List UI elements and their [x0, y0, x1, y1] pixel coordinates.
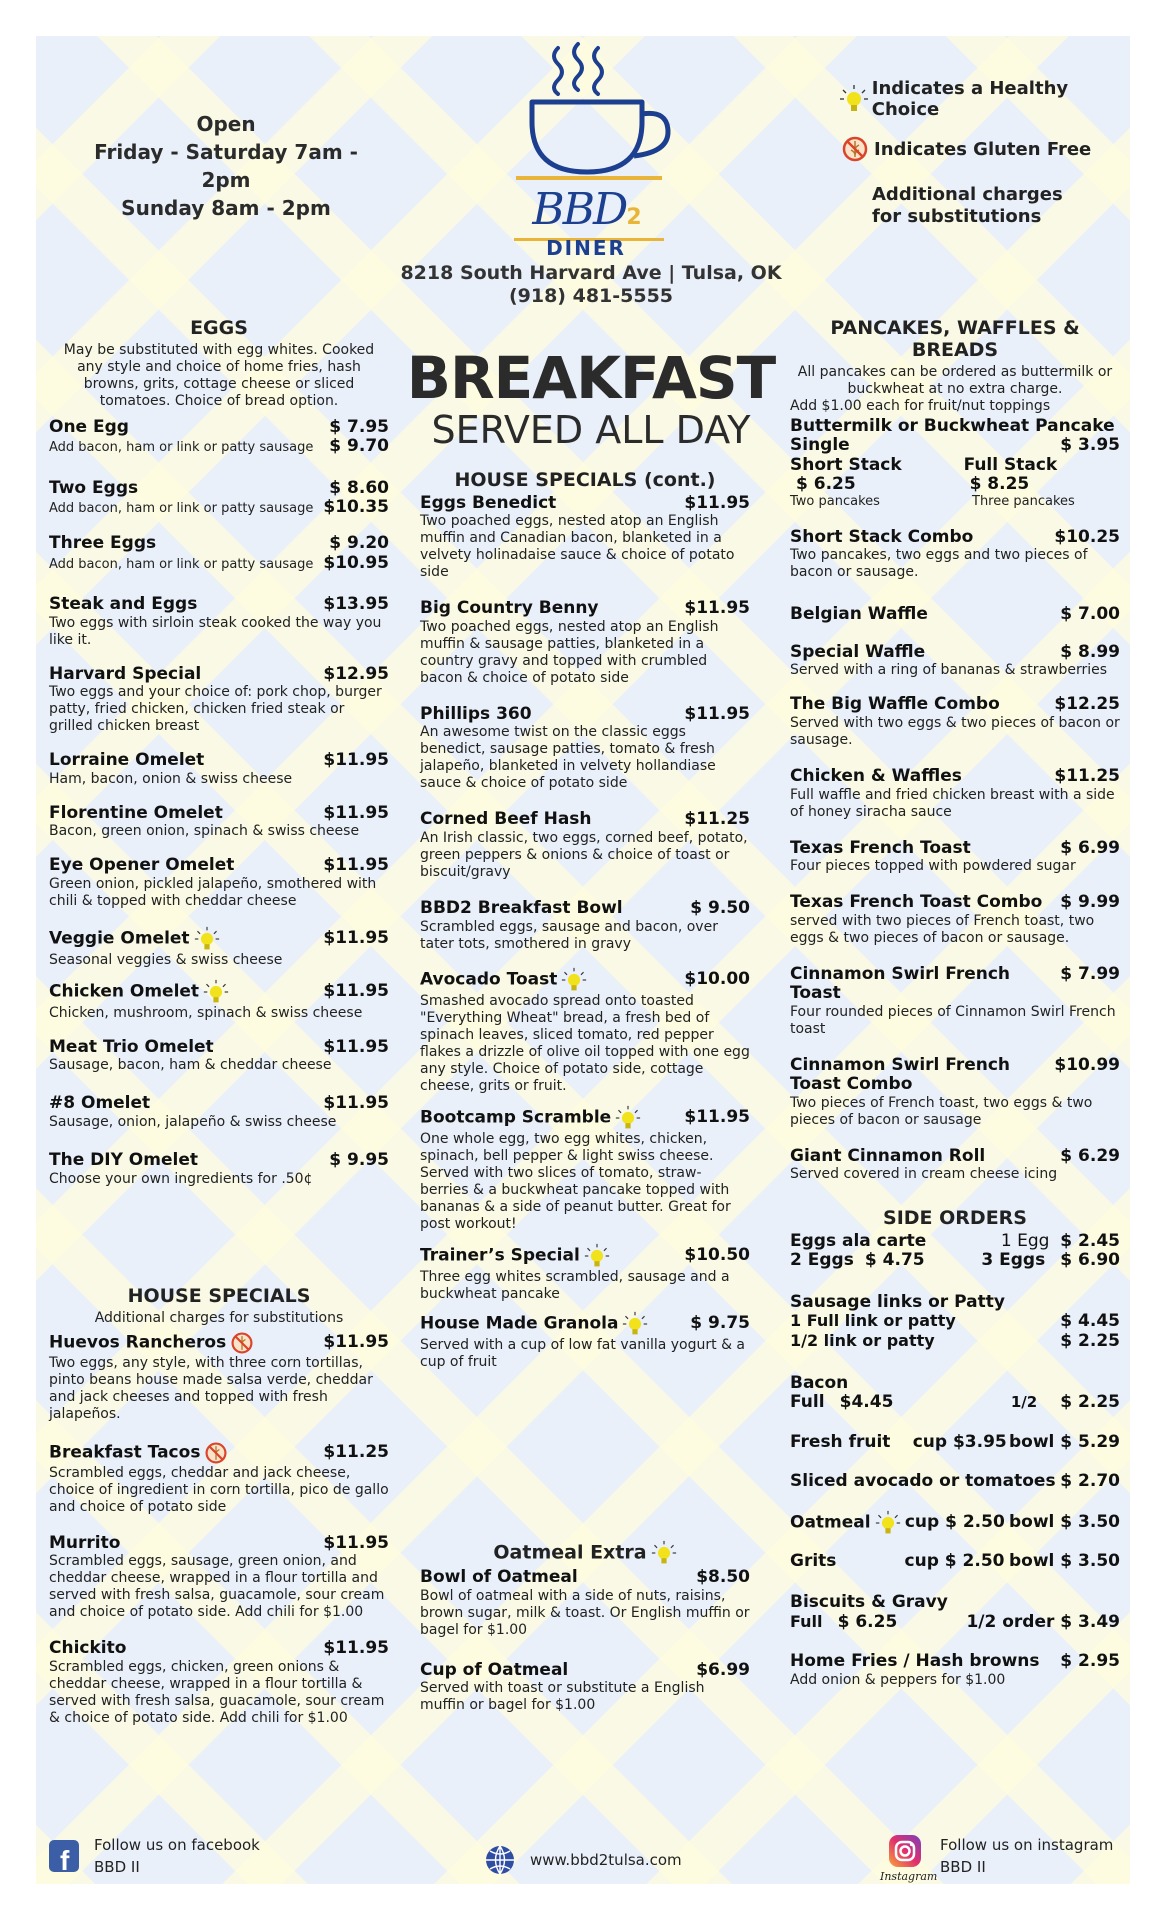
item-name: Three Eggs	[49, 533, 157, 554]
menu-item	[420, 1243, 750, 1303]
hours-line-2: Sunday 8am - 2pm	[121, 196, 331, 220]
item-price: $11.95	[684, 703, 750, 724]
item-price: $ 7.99	[1060, 963, 1120, 984]
item-name: Meat Trio Omelet	[49, 1036, 214, 1057]
grits-label: Grits	[790, 1550, 837, 1571]
item-name: Avocado Toast	[420, 969, 558, 990]
item-name: Two Eggs	[49, 477, 139, 498]
item-desc: Green onion, pickled jalapeño, smothered with chili & topped with cheddar cheese	[49, 875, 377, 909]
item-desc: Served with a cup of low fat vanilla yogurt & a cup of fruit	[420, 1336, 746, 1370]
house-heading: HOUSE SPECIALS	[127, 1285, 311, 1307]
avocado-label: Sliced avocado or tomatoes	[790, 1471, 1056, 1492]
pancakes-note-2: Add $1.00 each for fruit/nut toppings	[790, 397, 1051, 414]
item-desc: Choose your own ingredients for .50¢	[49, 1170, 313, 1187]
item-desc: Served covered in cream cheese icing	[790, 1166, 1058, 1183]
menu-item	[49, 595, 389, 649]
menu-item	[790, 528, 1120, 582]
item-price: $12.95	[323, 663, 389, 684]
item-name: One Egg	[49, 416, 129, 437]
full-link-label: 1 Full link or patty	[790, 1311, 956, 1331]
menu-item	[420, 1105, 750, 1233]
fruit-bowl: bowl $ 5.29	[1009, 1431, 1120, 1452]
menu-item	[790, 605, 1120, 625]
item-price: $11.95	[323, 981, 389, 1002]
grits-bowl: bowl $ 3.50	[1009, 1550, 1120, 1571]
item-name: BBD2 Breakfast Bowl	[420, 898, 623, 919]
instagram-wordmark: Instagram	[880, 1870, 938, 1883]
item-name: Steak and Eggs	[49, 594, 198, 615]
gluten-free-icon	[204, 1441, 228, 1465]
house-specials-section	[49, 1286, 389, 1727]
item-desc: Two eggs, any style, with three corn tortillas, pinto beans house made salsa verde, cheddar and jack cheeses and topped with fresh jalapeños.	[49, 1354, 373, 1422]
sausage-label: Sausage links or Patty	[790, 1291, 1005, 1312]
item-desc: Served with a ring of bananas & strawberries	[790, 662, 1108, 679]
menu-item	[49, 979, 389, 1022]
lightbulb-icon	[839, 84, 869, 114]
item-price: $11.95	[323, 1638, 389, 1659]
eggs-heading: EGGS	[190, 317, 248, 339]
item-name: The Big Waffle Combo	[790, 694, 1000, 715]
item-desc: served with two pieces of French toast, two eggs & two pieces of bacon or sausage.	[790, 912, 1095, 946]
item-price: $ 9.95	[329, 1149, 389, 1170]
single-label: Single	[790, 435, 850, 456]
item-price: $10.00	[684, 969, 750, 990]
item-name: Eye Opener Omelet	[49, 855, 235, 876]
item-name: Special Waffle	[790, 641, 926, 662]
house-specials-cont-section	[420, 470, 750, 1371]
bacon-label: Bacon	[790, 1372, 849, 1393]
item-name: Florentine Omelet	[49, 802, 223, 823]
menu-item	[49, 534, 389, 573]
menu-item	[790, 893, 1120, 947]
phone: (918) 481-5555	[508, 285, 674, 307]
item-price-2: $10.95	[323, 552, 389, 573]
item-desc: Two poached eggs, nested atop an English muffin & sausage patties, blanketed in a country gravy and topped with crumbled bacon & choice of potato side	[420, 618, 719, 686]
item-name: House Made Granola	[420, 1313, 619, 1334]
globe-icon	[484, 1844, 516, 1876]
hours-title: Open	[196, 112, 256, 136]
item-price: $ 8.60	[329, 477, 389, 498]
homefries-label: Home Fries / Hash browns	[790, 1651, 1040, 1672]
item-name: Belgian Waffle	[790, 604, 928, 625]
hours-line-1: Friday - Saturday 7am - 2pm	[94, 140, 358, 192]
item-name: The DIY Omelet	[49, 1149, 198, 1170]
two-eggs-price: $ 4.75	[864, 1250, 925, 1271]
item-desc: Three egg whites scrambled, sausage and a buckwheat pancake	[420, 1268, 730, 1302]
item-name: Cup of Oatmeal	[420, 1659, 569, 1680]
item-price: $11.25	[323, 1442, 389, 1463]
item-name: Cinnamon Swirl French Toast	[790, 963, 1011, 1004]
item-price: $11.95	[684, 1107, 750, 1128]
item-desc: Scrambled eggs, sausage and bacon, over tater tots, smothered in gravy	[420, 918, 718, 952]
item-price: $ 8.99	[1060, 641, 1120, 662]
website-link[interactable]: www.bbd2tulsa.com	[530, 1851, 682, 1869]
item-name: Phillips 360	[420, 703, 532, 724]
bacon-half-price: $ 2.25	[1060, 1392, 1120, 1413]
menu-item	[49, 1151, 389, 1188]
item-desc: Chicken, mushroom, spinach & swiss cheese	[49, 1004, 363, 1021]
item-name: Veggie Omelet	[49, 928, 190, 949]
logo-sup: 2	[626, 205, 640, 230]
facebook-line-2: BBD II	[94, 1858, 140, 1876]
address: 8218 South Harvard Ave | Tulsa, OK	[400, 262, 782, 284]
biscuits-label: Biscuits & Gravy	[790, 1592, 948, 1613]
item-name: Trainer’s Special	[420, 1245, 580, 1266]
item-desc: Bacon, green onion, spinach & swiss cheese	[49, 823, 360, 840]
lightbulb-icon	[651, 1540, 677, 1566]
item-name: Corned Beef Hash	[420, 809, 592, 830]
three-pancakes: Three pancakes	[972, 493, 1075, 509]
item-desc: Two pancakes, two eggs and two pieces of bacon or sausage.	[790, 547, 1088, 581]
menu-item	[49, 804, 389, 841]
eggs-note: May be substituted with egg whites. Cooked any style and choice of home fries, hash browns, grits, cottage cheese or sliced tomatoes. Choice of bread option.	[63, 341, 375, 409]
item-price-2: $ 9.70	[329, 436, 389, 457]
item-desc: Seasonal veggies & swiss cheese	[49, 951, 283, 968]
item-name: Bootcamp Scramble	[420, 1107, 612, 1128]
item-name: Chickito	[49, 1638, 127, 1659]
logo-diner: DINER	[546, 236, 626, 260]
one-egg-label: 1 Egg	[1000, 1230, 1050, 1251]
oatmeal-heading: Oatmeal Extra	[493, 1541, 647, 1564]
sides-heading: SIDE ORDERS	[883, 1207, 1027, 1229]
menu-title: BREAKFAST	[406, 344, 776, 412]
menu-item	[49, 1441, 389, 1516]
item-price: $6.99	[696, 1659, 750, 1680]
item-name: Texas French Toast	[790, 837, 971, 858]
lightbulb-icon	[622, 1311, 648, 1337]
item-desc: Two eggs and your choice of: pork chop, burger patty, fried chicken, chicken fried steak or grilled chicken breast	[49, 684, 382, 735]
menu-item	[49, 1534, 389, 1622]
item-name: Texas French Toast Combo	[790, 892, 1043, 913]
short-stack-price: $ 6.25	[796, 474, 856, 495]
item-price: $ 9.50	[690, 898, 750, 919]
half-link-price: $ 2.25	[1060, 1331, 1120, 1352]
item-desc: Add bacon, ham or link or patty sausage	[49, 556, 314, 572]
oatmeal-bowl: bowl $ 3.50	[1009, 1512, 1120, 1533]
item-name: Huevos Rancheros	[49, 1332, 227, 1353]
item-desc: Scrambled eggs, sausage, green onion, and cheddar cheese, wrapped in a flour tortilla and served with fresh salsa, guacamole, sour cream and choice of potato side. Add chili for $1.00	[49, 1553, 385, 1621]
biscuits-full-label: Full	[790, 1611, 823, 1631]
item-desc: Sausage, onion, jalapeño & swiss cheese	[49, 1113, 337, 1130]
full-stack-price: $ 8.25	[969, 474, 1030, 495]
lightbulb-icon	[203, 979, 229, 1005]
item-price: $ 6.99	[1060, 837, 1120, 858]
item-desc: Two eggs with sirloin steak cooked the way you like it.	[49, 614, 382, 648]
item-price: $12.25	[1054, 694, 1120, 715]
pancake-name: Buttermilk or Buckwheat Pancake	[790, 415, 1115, 436]
menu-item	[49, 856, 389, 910]
item-desc: Smashed avocado spread onto toasted "Everything Wheat" bread, a fresh bed of spinach leaves, sliced tomato, red pepper flakes a drizzle of olive oil topped with one egg any style. Choice of potato side, cottage cheese, grits or fruit.	[420, 992, 750, 1094]
menu-item	[49, 1038, 389, 1075]
lightbulb-icon	[584, 1243, 610, 1269]
homefries-note: Add onion & peppers for $1.00	[790, 1671, 1006, 1688]
menu-item	[420, 1568, 750, 1639]
legend-extra-charges: Additional charges for substitutions	[872, 184, 1063, 227]
item-price: $11.95	[323, 1093, 389, 1114]
two-pancakes: Two pancakes	[790, 493, 880, 509]
house-note: Additional charges for substitutions	[94, 1309, 344, 1326]
full-link-price: $ 4.45	[1060, 1311, 1120, 1332]
item-desc: Ham, bacon, onion & swiss cheese	[49, 770, 293, 787]
lightbulb-icon	[615, 1105, 641, 1131]
item-price: $11.25	[684, 809, 750, 830]
menu-item	[420, 599, 750, 687]
menu-item	[420, 899, 750, 953]
item-name: Chicken Omelet	[49, 981, 200, 1002]
facebook-line-1: Follow us on facebook	[94, 1836, 260, 1854]
item-name: Cinnamon Swirl French Toast Combo	[790, 1054, 1011, 1095]
item-price: $ 9.20	[329, 533, 389, 554]
item-price-2: $10.35	[323, 497, 389, 518]
facebook-icon[interactable]	[48, 1838, 82, 1874]
legend	[836, 78, 1126, 228]
item-desc: One whole egg, two egg whites, chicken, spinach, bell pepper & light swiss cheese. Served with two slices of tomato, straw-berries & a buckwheat pancake topped with bananas & a side of peanut butter. Great for post workout!	[420, 1130, 731, 1232]
item-desc: An Irish classic, two eggs, corned beef, potato, green peppers & onions & choice of toast or biscuit/gravy	[420, 830, 748, 881]
item-name: #8 Omelet	[49, 1093, 151, 1114]
item-desc: Bowl of oatmeal with a side of nuts, raisins, brown sugar, milk & toast. Or English muffin or bagel for $1.00	[420, 1587, 750, 1638]
item-price: $11.25	[1054, 766, 1120, 786]
item-price: $11.95	[323, 1532, 389, 1553]
menu-item	[790, 839, 1120, 876]
menu-item	[420, 1661, 750, 1715]
item-desc: Two poached eggs, nested atop an English muffin and Canadian bacon, blanketed in a velvety holinadaise sauce & choice of potato side	[420, 513, 735, 581]
menu-item	[420, 810, 750, 881]
menu-item	[420, 967, 750, 1095]
item-price: $10.99	[1054, 1054, 1120, 1075]
short-stack-label: Short Stack	[790, 454, 902, 475]
lightbulb-icon	[194, 926, 220, 952]
item-desc: Sausage, bacon, ham & cheddar cheese	[49, 1057, 332, 1074]
logo-text: BBD	[532, 184, 627, 235]
item-price: $13.95	[323, 594, 389, 615]
three-eggs-price: $ 6.90	[1060, 1250, 1120, 1271]
pancakes-note-1: All pancakes can be ordered as buttermilk or buckwheat at no extra charge.	[797, 363, 1113, 397]
pancakes-heading: PANCAKES, WAFFLES & BREADS	[830, 317, 1080, 361]
oatmeal-cup: cup $ 2.50	[904, 1512, 1005, 1533]
website-footer[interactable]	[484, 1844, 744, 1876]
item-name: Chicken & Waffles	[790, 766, 962, 786]
item-desc: Four rounded pieces of Cinnamon Swirl French toast	[790, 1003, 1116, 1037]
item-name: Harvard Special	[49, 663, 202, 684]
item-desc: Served with two eggs & two pieces of bacon or sausage.	[790, 715, 1120, 748]
lightbulb-icon	[561, 967, 587, 993]
item-desc: Served with toast or substitute a English muffin or bagel for $1.00	[420, 1680, 705, 1714]
avocado-price: $ 2.70	[1060, 1471, 1120, 1492]
gluten-free-icon	[230, 1331, 254, 1355]
instagram-icon[interactable]	[888, 1834, 922, 1868]
item-name: Lorraine Omelet	[49, 750, 205, 771]
item-price: $11.95	[323, 1036, 389, 1057]
menu-item	[790, 643, 1120, 680]
item-name: Murrito	[49, 1532, 121, 1553]
item-price: $11.95	[323, 802, 389, 823]
menu-subtitle: SERVED ALL DAY	[431, 408, 751, 452]
gluten-free-icon	[841, 135, 869, 163]
menu-item	[49, 418, 389, 457]
legend-healthy	[836, 78, 1126, 120]
bacon-full-label: Full	[790, 1392, 825, 1413]
menu-item	[49, 1639, 389, 1727]
item-price: $ 7.00	[1060, 604, 1120, 625]
instagram-footer[interactable]	[880, 1834, 1125, 1883]
item-price: $11.95	[323, 1332, 389, 1353]
lightbulb-icon	[875, 1510, 901, 1536]
diner-logo	[496, 36, 696, 266]
item-desc: Full waffle and fried chicken breast with a side of honey siracha sauce	[790, 786, 1115, 820]
item-price: $11.95	[323, 855, 389, 876]
biscuits-half: 1/2 order $ 3.49	[966, 1611, 1120, 1632]
item-name: Short Stack Combo	[790, 526, 974, 547]
item-price: $11.95	[684, 492, 750, 513]
instagram-line-2: BBD II	[940, 1858, 986, 1876]
legend-healthy-text: Indicates a Healthy Choice	[871, 78, 1069, 120]
half-link-label: 1/2 link or patty	[790, 1331, 935, 1351]
item-price: $10.25	[1054, 526, 1120, 547]
item-price: $ 9.75	[690, 1313, 750, 1334]
eggs-section	[49, 318, 389, 1188]
opening-hours	[76, 110, 376, 222]
item-price: $8.50	[696, 1567, 750, 1587]
item-name: Giant Cinnamon Roll	[790, 1145, 986, 1166]
fruit-label: Fresh fruit	[790, 1431, 891, 1452]
menu-item	[49, 1094, 389, 1131]
address-block	[376, 262, 806, 308]
menu-item	[49, 1331, 389, 1423]
side-orders-section	[790, 1208, 1120, 1689]
biscuits-full-price: $ 6.25	[837, 1611, 898, 1632]
oatmeal-label: Oatmeal	[790, 1512, 871, 1533]
menu-item	[49, 665, 389, 736]
item-desc: An awesome twist on the classic eggs benedict, sausage patties, tomato & fresh jalapeño, blanketed in velvety hollandiase sauce & choice of potato side	[420, 724, 716, 792]
menu-item	[49, 926, 389, 969]
item-desc: Four pieces topped with powdered sugar	[790, 858, 1076, 875]
item-desc: Add bacon, ham or link or patty sausage	[49, 501, 314, 517]
menu-page	[36, 36, 1130, 1884]
item-price: $ 6.29	[1060, 1145, 1120, 1166]
item-name: Big Country Benny	[420, 598, 599, 619]
homefries-price: $ 2.95	[1060, 1651, 1120, 1672]
two-eggs-label: 2 Eggs	[790, 1250, 854, 1271]
item-price: $ 7.95	[329, 416, 389, 437]
menu-item	[420, 1311, 750, 1371]
fruit-cup: cup $3.95	[912, 1431, 1007, 1452]
oatmeal-section	[420, 1540, 750, 1714]
item-name: Eggs Benedict	[420, 492, 557, 513]
facebook-footer[interactable]	[48, 1834, 308, 1878]
eggs-ala-carte-label: Eggs ala carte	[790, 1230, 927, 1251]
menu-item	[790, 695, 1120, 749]
menu-item	[790, 1147, 1120, 1184]
item-desc: Scrambled eggs, cheddar and jack cheese, choice of ingredient in corn tortilla, pico de gallo and choice of potato side	[49, 1464, 389, 1515]
svg-text:f: f	[60, 1845, 70, 1874]
bacon-full-price: $4.45	[839, 1392, 894, 1413]
item-desc: Add bacon, ham or link or patty sausage	[49, 440, 314, 456]
item-desc: Scrambled eggs, chicken, green onions & cheddar cheese, wrapped in a flour tortilla & served with fresh salsa, guacamole, sour cream & choice of potato side. Add chili for $1.00	[49, 1658, 385, 1726]
instagram-line-1: Follow us on instagram	[940, 1836, 1114, 1854]
menu-item	[420, 705, 750, 793]
menu-item	[790, 1056, 1120, 1129]
one-egg-price: $ 2.45	[1060, 1230, 1120, 1251]
item-name: Breakfast Tacos	[49, 1442, 201, 1463]
bacon-half-label: 1/2	[1010, 1393, 1038, 1412]
item-price: $11.95	[684, 598, 750, 619]
pancakes-section	[790, 318, 1120, 1183]
item-price: $ 9.99	[1060, 892, 1120, 913]
item-price: $10.50	[684, 1245, 750, 1266]
item-price: $11.95	[323, 750, 389, 771]
menu-item	[49, 479, 389, 518]
menu-item	[49, 751, 389, 788]
menu-item	[790, 965, 1120, 1038]
house2-heading: HOUSE SPECIALS (cont.)	[454, 469, 716, 491]
item-price: $11.95	[323, 928, 389, 949]
item-name: Bowl of Oatmeal	[420, 1567, 578, 1587]
menu-item	[420, 494, 750, 582]
menu-item	[790, 767, 1120, 821]
legend-gluten-free-text: Indicates Gluten Free	[874, 138, 1092, 160]
grits-cup: cup $ 2.50	[904, 1550, 1005, 1571]
legend-gluten-free	[836, 134, 1126, 164]
full-stack-label: Full Stack	[963, 454, 1058, 475]
three-eggs-label: 3 Eggs	[981, 1250, 1046, 1271]
single-price: $ 3.95	[1060, 435, 1120, 456]
item-desc: Two pieces of French toast, two eggs & two pieces of bacon or sausage	[790, 1094, 1093, 1128]
